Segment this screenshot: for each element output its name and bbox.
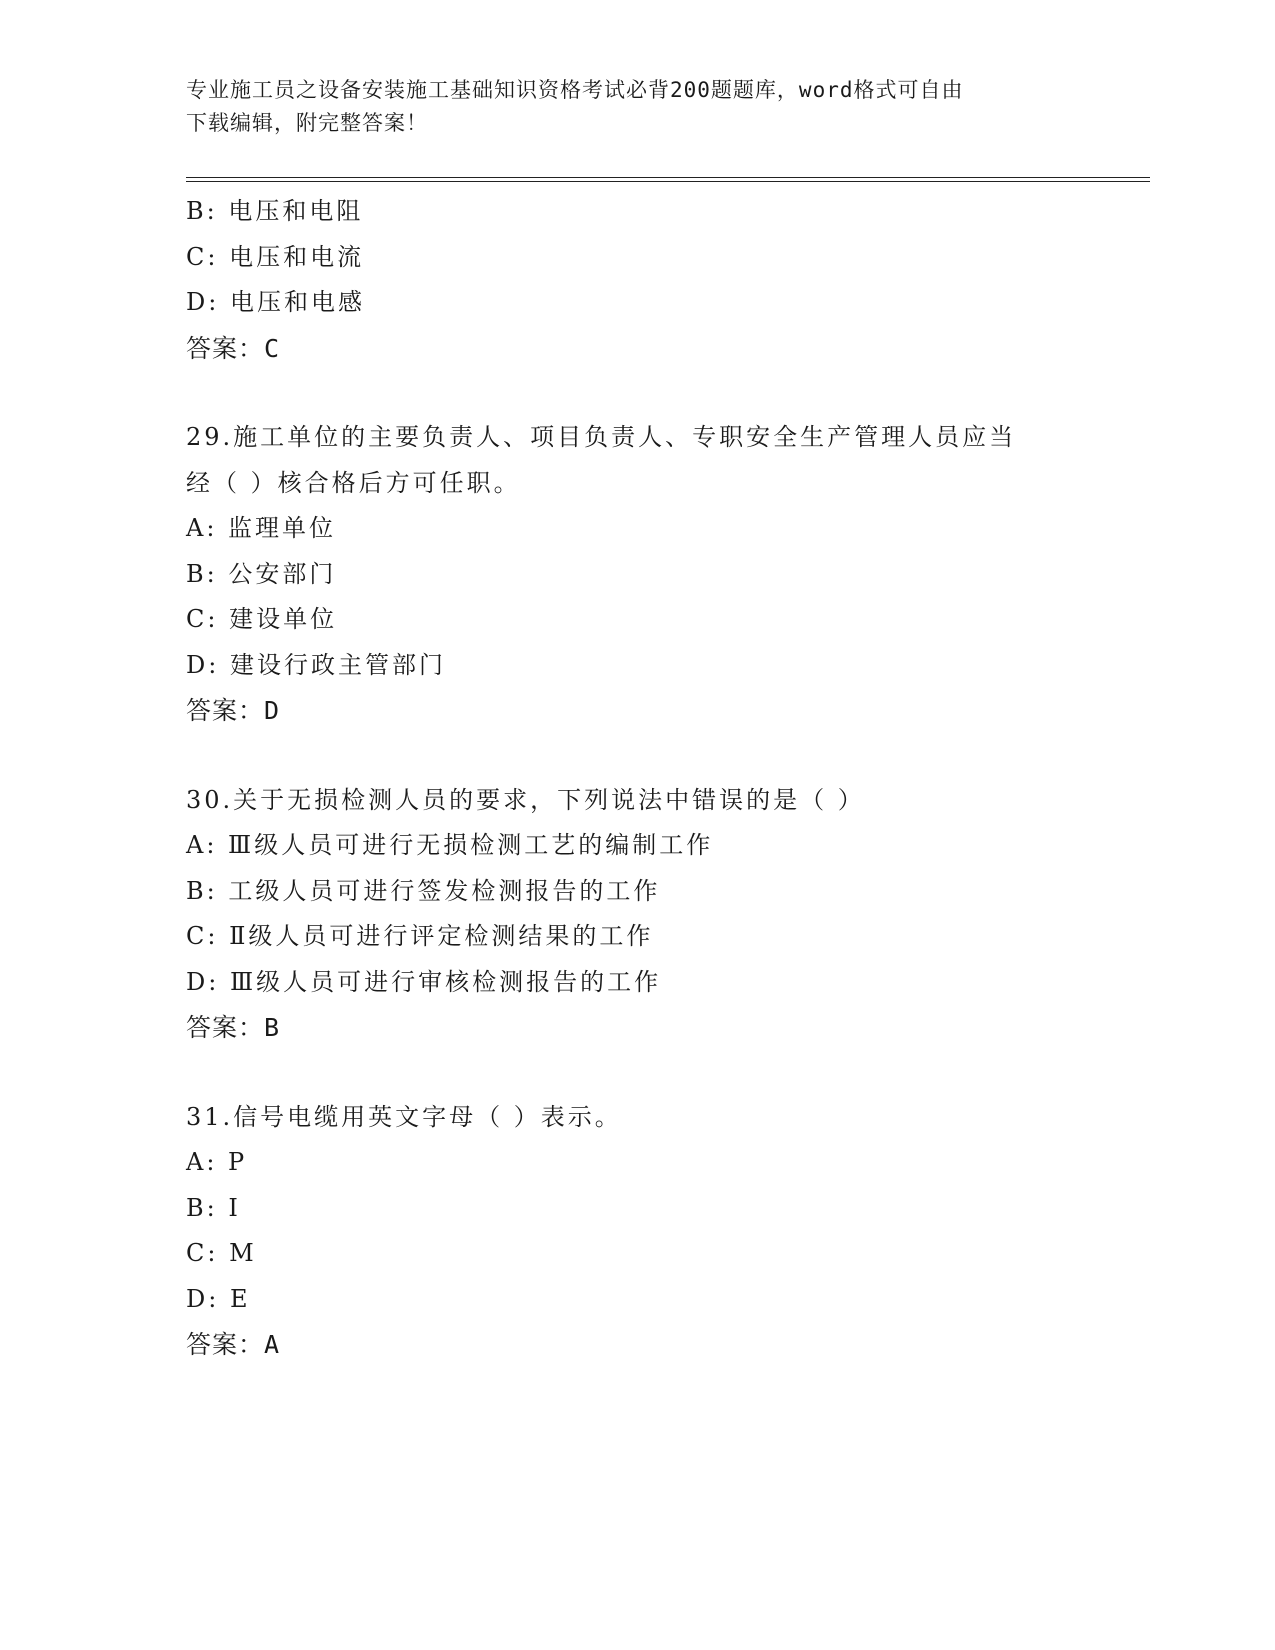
q30-stem: 30.关于无损检测人员的要求，下列说法中错误的是（ ）: [186, 785, 865, 814]
q31-option-d: D: E: [186, 1284, 251, 1313]
header-divider: [186, 177, 1150, 182]
q30-option-b: B: 工级人员可进行签发检测报告的工作: [186, 876, 661, 905]
q28-answer: 答案：C: [186, 333, 281, 363]
document-header: [186, 74, 1066, 140]
q30-option-a: A: Ⅲ级人员可进行无损检测工艺的编制工作: [186, 831, 714, 859]
q31-option-c: C: M: [186, 1239, 257, 1267]
q29-option-a: A: 监理单位: [186, 514, 337, 542]
q28-option-d: D: 电压和电感: [186, 288, 365, 316]
q31-option-a: A: P: [186, 1148, 248, 1176]
q29-option-c: C: 建设单位: [186, 605, 338, 633]
header-line-1: 专业施工员之设备安装施工基础知识资格考试必背200题题库，word格式可自由: [186, 78, 964, 102]
q28-option-b: B: 电压和电阻: [186, 197, 364, 225]
q29-stem-line-1: 29.施工单位的主要负责人、项目负责人、专职安全生产管理人员应当: [186, 423, 1017, 451]
header-line-2: 下载编辑，附完整答案！: [186, 111, 428, 135]
q30-option-d: D: Ⅲ级人员可进行审核检测报告的工作: [186, 967, 662, 996]
q30-answer: 答案：B: [186, 1013, 281, 1042]
q29-answer: 答案：D: [186, 696, 281, 725]
q31-answer: 答案：A: [186, 1330, 281, 1359]
question-list: [186, 189, 1086, 1368]
q30-option-c: C: Ⅱ级人员可进行评定检测结果的工作: [186, 922, 654, 950]
question-spacer: [186, 734, 1086, 778]
q29-option-b: B: 公安部门: [186, 559, 337, 588]
q29-option-d: D: 建设行政主管部门: [186, 650, 446, 679]
question-spacer: [186, 1051, 1086, 1095]
q28-option-c: C: 电压和电流: [186, 242, 365, 271]
q31-stem: 31.信号电缆用英文字母（ ）表示。: [186, 1102, 622, 1131]
q31-option-b: B: I: [186, 1193, 241, 1222]
q29-stem-line-2: 经（ ）核合格后方可任职。: [186, 468, 521, 497]
question-spacer: [186, 371, 1086, 415]
